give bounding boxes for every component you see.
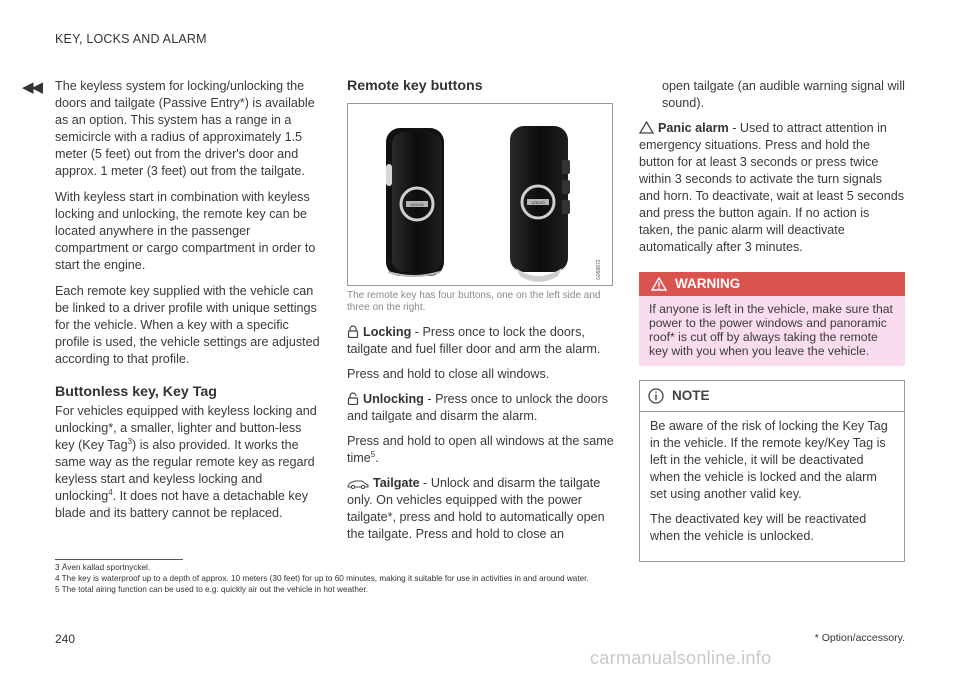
warning-text: If anyone is left in the vehicle, make sure that power to the power windows and panoramic roof* is cut off by always taking the remote key with you when you leave the vehicle.	[639, 296, 905, 366]
paragraph-keyless-start: With keyless start in combination with keyless locking and unlocking, the remote key can be located anywhere in the passenger compartment or cargo compartment in order to start the engine.	[55, 190, 316, 272]
column-middle	[347, 78, 615, 551]
note-title: NOTE	[672, 388, 710, 403]
unlock-icon	[347, 392, 359, 405]
tailgate-car-icon	[347, 478, 369, 489]
footnote-5: 5 The total airing function can be used to e.g. quickly air out the vehicle in hot weather.	[55, 585, 368, 594]
footnote-ref-3[interactable]: 3	[127, 436, 133, 446]
page-number: 240	[55, 632, 76, 646]
column-right	[639, 78, 905, 562]
tailgate-item: Tailgate - Unlock and disarm the tailgate only. On vehicles equipped with the power tailgate*, press and hold to automatically open the tailgate. Press and hold to close an	[347, 476, 605, 541]
locking-label: Locking	[363, 325, 412, 339]
warning-title: WARNING	[675, 276, 741, 291]
warning-header	[639, 272, 905, 296]
heading-remote-key-buttons: Remote key buttons	[347, 78, 483, 94]
note-paragraph-2: The deactivated key will be reactivated when the vehicle is unlocked.	[650, 512, 867, 543]
figure-code: G058872	[596, 259, 602, 280]
svg-text:VOLVO: VOLVO	[410, 202, 424, 207]
section-header: KEY, LOCKS AND ALARM	[55, 32, 207, 46]
note-header	[640, 381, 904, 412]
paragraph-keyless-range: The keyless system for locking/unlocking the doors and tailgate (Passive Entry*) is available as an option. This system has a range in a semicircle with a radius of approximately 1.5 meter (5 feet) out from the driver's door and approx. 1 meter (3 feet) out from the tailgate.	[55, 79, 315, 178]
warning-box	[639, 272, 905, 366]
footnote-3: 3 Även kallad sportnyckel.	[55, 563, 151, 572]
panic-label: Panic alarm	[658, 121, 729, 135]
paragraph-key-tag: For vehicles equipped with keyless locking and unlocking*, a smaller, lighter and button-less key (Key Tag$^3$) is also provided. It works the same way as the regular remote key as regard keyless start and keyless locking and unlocking$^4$. It does not have a detachable key blade and its battery cannot be replaced.	[55, 404, 317, 520]
locking-item: Locking - Press once to lock the doors, tailgate and fuel filler door and arm the alarm.	[347, 325, 601, 356]
lock-icon	[347, 325, 359, 338]
figure-caption: The remote key has four buttons, one on the left side and three on the right.	[347, 290, 601, 313]
footnote-divider	[55, 559, 183, 560]
column-left	[55, 78, 323, 531]
option-accessory-note: * Option/accessory.	[814, 632, 905, 644]
note-box	[639, 380, 905, 562]
svg-text:VOLVO: VOLVO	[531, 200, 545, 205]
continued-marker: ◀◀	[22, 79, 42, 96]
unlocking-sub: Press and hold to open all windows at the same time$^5$.	[347, 434, 614, 465]
unlocking-label: Unlocking	[363, 392, 424, 406]
heading-key-tag: Buttonless key, Key Tag	[55, 384, 217, 400]
remote-key-illustration	[348, 104, 612, 285]
warning-icon	[651, 277, 667, 291]
footnote-4: 4 The key is waterproof up to a depth of approx. 10 meters (30 feet) for up to 60 minutes, making it suitable for use in activities in and around water.	[55, 574, 589, 583]
footnote-ref-4[interactable]: 4	[108, 487, 113, 497]
unlocking-item: Unlocking - Press once to unlock the doors and tailgate and disarm the alarm.	[347, 392, 608, 423]
info-icon	[648, 388, 664, 404]
watermark: carmanualsonline.info	[590, 648, 772, 668]
panic-triangle-icon	[639, 121, 654, 134]
note-paragraph-1: Be aware of the risk of locking the Key Tag in the vehicle. If the remote key/Key Tag is left in the vehicle, it will be deactivated when the vehicle is locked and the alarm set using another valid key.	[650, 419, 888, 501]
locking-sub: Press and hold to close all windows.	[347, 367, 550, 381]
paragraph-driver-profile: Each remote key supplied with the vehicle can be linked to a driver profile with unique settings for the vehicle. When a key with a specific profile is used, the vehicle settings are adjusted according to that profile.	[55, 284, 320, 366]
panic-item: Panic alarm - Used to attract attention in emergency situations. Press and hold the button for at least 3 seconds or press twice within 3 seconds to activate the turn signals and horn. To deactivate, wait at least 5 seconds and press the button again. If no action is taken, the panic alarm will deactivate automatically after 3 minutes.	[639, 121, 905, 254]
remote-key-figure	[347, 103, 613, 286]
tailgate-label: Tailgate	[373, 476, 420, 490]
footnote-ref-5[interactable]: 5	[370, 449, 376, 459]
tailgate-continued: open tailgate (an audible warning signal will sound).	[662, 79, 905, 110]
